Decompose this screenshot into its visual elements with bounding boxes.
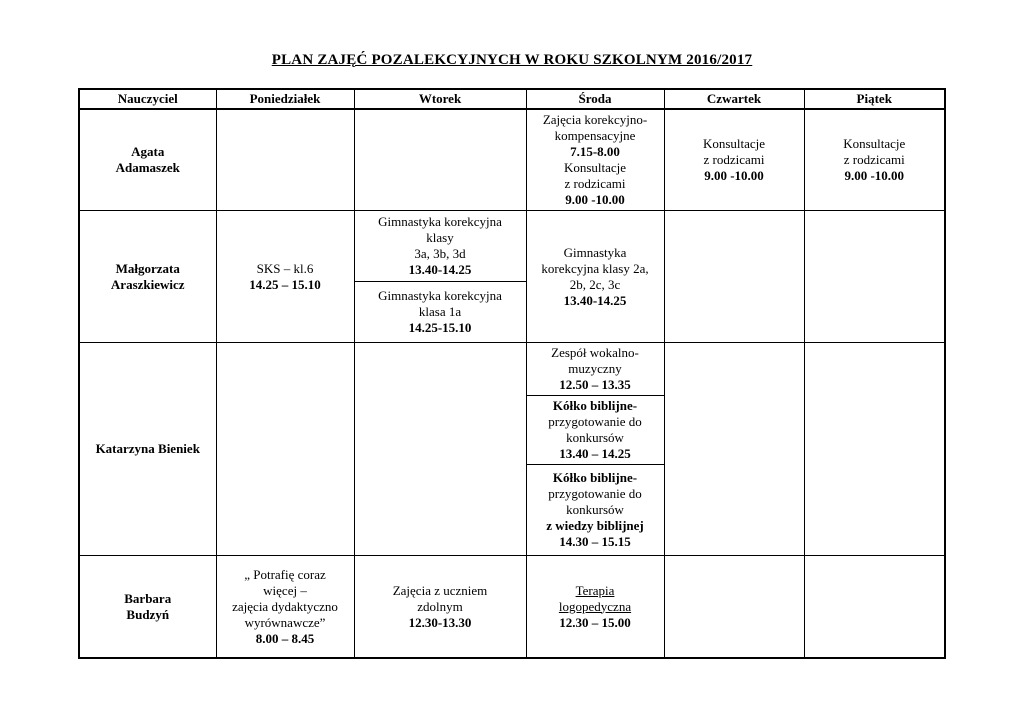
activity-line: 14.30 – 15.15: [559, 534, 631, 549]
teacher-name: Araszkiewicz: [110, 276, 185, 292]
activity-line: konkursów: [566, 430, 624, 445]
friday-cell: [804, 343, 945, 556]
activity-block: [527, 465, 664, 555]
header-wednesday: Środa: [526, 89, 664, 109]
wednesday-cell: [526, 109, 664, 211]
activity-line: Konsultacje: [563, 160, 627, 175]
page-title: PLAN ZAJĘĆ POZALEKCYJNYCH W ROKU SZKOLNYM 2016/2017: [271, 52, 753, 68]
activity-line: Kółko biblijne-: [552, 398, 638, 413]
thursday-cell: [664, 343, 804, 556]
teacher-name: Adamaszek: [115, 160, 180, 175]
friday-cell: [804, 211, 945, 343]
wednesday-cell: [526, 211, 664, 343]
activity-line: 8.00 – 8.45: [255, 630, 315, 646]
activity-line: klasa 1a: [418, 304, 462, 319]
activity-block: [355, 282, 526, 342]
header-thursday: Czwartek: [664, 89, 804, 109]
teacher-name: Katarzyna Bieniek: [95, 441, 200, 456]
activity-line: 13.40 – 14.25: [559, 446, 631, 461]
activity-line: klasy: [426, 230, 454, 245]
activity-line: przygotowanie do: [548, 414, 642, 429]
activity-line: 9.00 -10.00: [844, 168, 905, 183]
table-row: [79, 211, 945, 343]
activity-line: przygotowanie do: [548, 486, 642, 501]
activity-line: 2b, 2c, 3c: [569, 276, 621, 292]
activity-line: logopedyczna: [558, 598, 632, 614]
activity-line: 13.40-14.25: [408, 262, 472, 277]
thursday-cell: [664, 109, 804, 211]
table-row: [79, 343, 945, 556]
activity-line: Gimnastyka korekcyjna: [378, 214, 502, 229]
activity-line: Zajęcia korekcyjno-: [542, 112, 648, 127]
activity-block: [527, 396, 664, 465]
wednesday-cell: [526, 556, 664, 659]
header-teacher: Nauczyciel: [79, 89, 216, 109]
activity-line: 13.40-14.25: [563, 292, 627, 308]
monday-cell: [216, 211, 354, 343]
activity-line: 7.15-8.00: [570, 144, 620, 159]
teacher-name: Agata: [131, 144, 165, 159]
monday-cell: [216, 343, 354, 556]
monday-cell: [216, 556, 354, 659]
monday-cell: [216, 109, 354, 211]
activity-line: Gimnastyka: [563, 244, 627, 260]
thursday-cell: [664, 211, 804, 343]
activity-line: konkursów: [566, 502, 624, 517]
activity-line: 9.00 -10.00: [704, 168, 764, 183]
activity-line: wyrównawcze”: [244, 614, 326, 630]
thursday-cell: [664, 556, 804, 659]
tuesday-cell: [354, 343, 526, 556]
activity-line: Zajęcia z uczniem: [392, 582, 488, 598]
activity-line: 12.30 – 15.00: [559, 614, 631, 630]
friday-cell: [804, 109, 945, 211]
activity-line: 3a, 3b, 3d: [414, 246, 466, 261]
teacher-cell: [79, 556, 216, 659]
activity-line: z rodzicami: [703, 152, 765, 167]
teacher-cell: [79, 343, 216, 556]
friday-cell: [804, 556, 945, 659]
activity-line: Konsultacje: [702, 136, 766, 151]
activity-line: Zespół wokalno-: [551, 345, 639, 360]
activity-line: 12.50 – 13.35: [559, 377, 631, 392]
activity-line: zajęcia dydaktyczno: [232, 598, 338, 614]
activity-block: [355, 211, 526, 282]
teacher-name: Barbara: [124, 590, 172, 606]
activity-line: „ Potrafię coraz: [244, 566, 326, 582]
header-friday: Piątek: [804, 89, 945, 109]
activity-line: muzyczny: [568, 361, 622, 376]
schedule-table: [78, 88, 946, 659]
activity-block: [527, 343, 664, 396]
tuesday-cell: [354, 556, 526, 659]
table-row: [79, 109, 945, 211]
tuesday-cell: [354, 109, 526, 211]
table-row: [79, 556, 945, 659]
activity-line: kompensacyjne: [554, 128, 636, 143]
header-tuesday: Wtorek: [354, 89, 526, 109]
activity-line: korekcyjna klasy 2a,: [541, 260, 649, 276]
teacher-name: Małgorzata: [115, 260, 180, 276]
activity-line: 14.25 – 15.10: [249, 276, 321, 292]
wednesday-cell: [526, 343, 664, 556]
activity-line: 14.25-15.10: [408, 320, 472, 335]
header-row: [79, 89, 945, 109]
activity-line: z rodzicami: [564, 176, 626, 191]
activity-line: 12.30-13.30: [408, 614, 472, 630]
activity-line: 9.00 -10.00: [565, 192, 625, 207]
activity-line: Terapia: [575, 582, 615, 598]
teacher-name: Budzyń: [126, 606, 170, 622]
activity-line: więcej –: [263, 582, 307, 598]
activity-line: Kółko biblijne-: [552, 470, 638, 485]
header-monday: Poniedziałek: [216, 89, 354, 109]
teacher-cell: [79, 109, 216, 211]
teacher-cell: [79, 211, 216, 343]
activity-line: Konsultacje: [843, 136, 906, 151]
activity-line: SKS – kl.6: [256, 260, 314, 276]
activity-line: zdolnym: [417, 598, 463, 614]
activity-line: Gimnastyka korekcyjna: [378, 288, 502, 303]
tuesday-cell: [354, 211, 526, 343]
activity-line: z rodzicami: [843, 152, 905, 167]
activity-line: z wiedzy biblijnej: [546, 518, 644, 533]
